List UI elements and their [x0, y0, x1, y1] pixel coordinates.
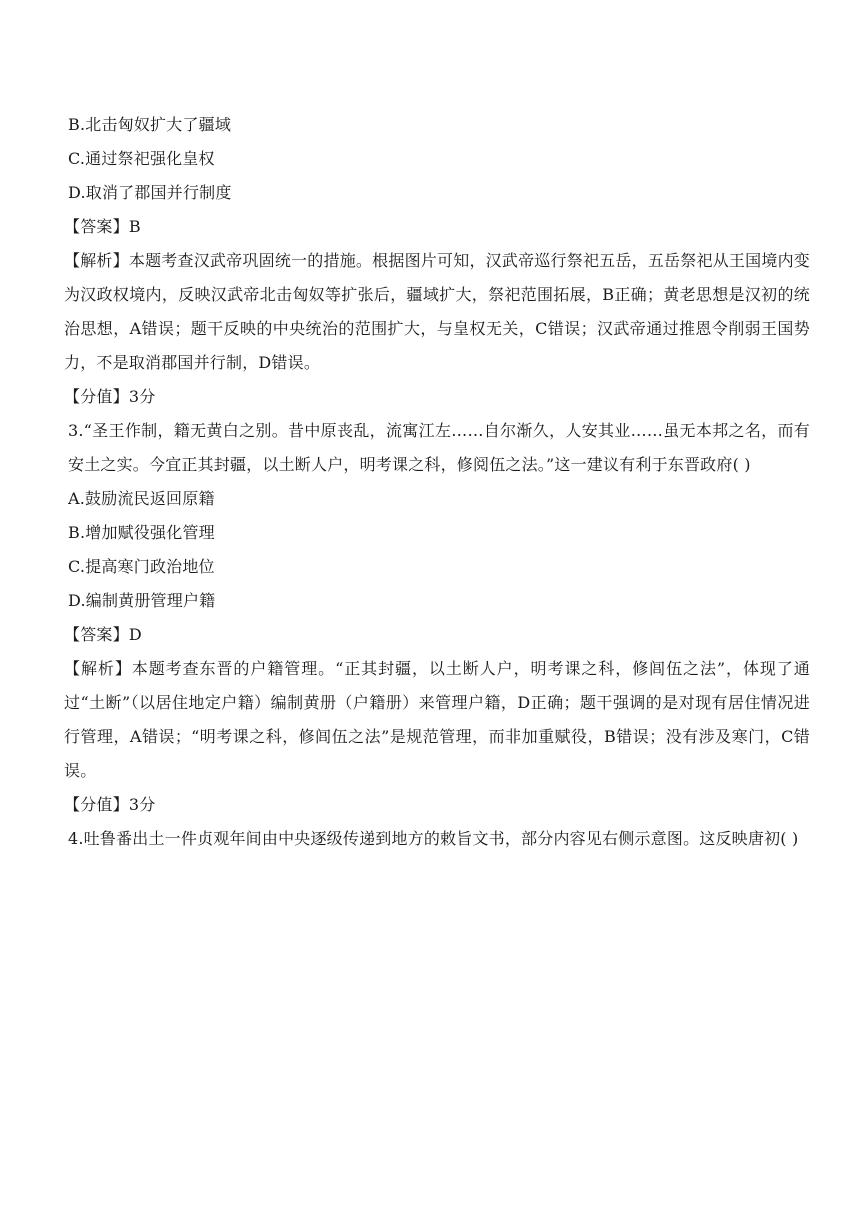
answer-tag: 【答案】 — [64, 625, 129, 644]
q3-score: 3分 — [128, 795, 156, 814]
q2-option-d: D.取消了郡国并行制度 — [68, 183, 232, 202]
q3-option-c: C.提高寒门政治地位 — [68, 557, 215, 576]
document-page — [64, 108, 811, 856]
answer-tag: 【答案】 — [64, 217, 129, 236]
q4-stem: 4.吐鲁番出土一件贞观年间由中央逐级传递到地方的敕旨文书，部分内容见右侧示意图。这反映唐初( ) — [68, 829, 799, 848]
q2-analysis — [64, 244, 810, 380]
q3-option-d: D.编制黄册管理户籍 — [68, 591, 216, 610]
q2-score-line — [64, 380, 810, 414]
q3-analysis — [64, 652, 810, 788]
q3-answer: D — [128, 625, 142, 644]
q2-analysis-text: 本题考查汉武帝巩固统一的措施。根据图片可知，汉武帝巡行祭祀五岳，五岳祭祀从王国境内变为汉政权境内，反映汉武帝北击匈奴等扩张后，疆域扩大，祭祀范围拓展，B正确；黄老思想是汉初的统治思想，A错误；题干反映的中央统治的范围扩大，与皇权无关，C错误；汉武帝通过推恩令削弱王国势力，不是取消郡国并行制，D错误。 — [64, 251, 810, 372]
score-tag: 【分值】 — [64, 795, 129, 814]
analysis-tag: 【解析】 — [64, 251, 129, 270]
q2-score: 3分 — [128, 387, 156, 406]
q3-answer-line — [64, 618, 810, 652]
score-tag: 【分值】 — [64, 387, 129, 406]
q3-stem: 3.“圣王作制，籍无黄白之别。昔中原丧乱，流寓江左……自尔渐久，人安其业……虽无本邦之名，而有安土之实。今宜正其封疆，以土断人户，明考课之科，修阅伍之法。”这一建议有利于东晋政府( ) — [68, 421, 810, 474]
q2-option-b: B.北击匈奴扩大了疆域 — [68, 115, 232, 134]
q3-option-a: A.鼓励流民返回原籍 — [68, 489, 215, 508]
analysis-tag: 【解析】 — [64, 659, 132, 678]
q2-answer-line — [64, 210, 810, 244]
q3-score-line — [64, 788, 810, 822]
q3-analysis-text: 本题考查东晋的户籍管理。“正其封疆，以土断人户，明考课之科，修闾伍之法”，体现了通过“土断”（以居住地定户籍）编制黄册（户籍册）来管理户籍，D正确；题干强调的是对现有居住情况进行管理，A错误；“明考课之科，修闾伍之法”是规范管理，而非加重赋役，B错误；没有涉及寒门，C错误。 — [64, 659, 811, 780]
q2-option-c: C.通过祭祀强化皇权 — [68, 149, 215, 168]
q3-option-b: B.增加赋役强化管理 — [68, 523, 215, 542]
q2-answer: B — [128, 217, 141, 236]
